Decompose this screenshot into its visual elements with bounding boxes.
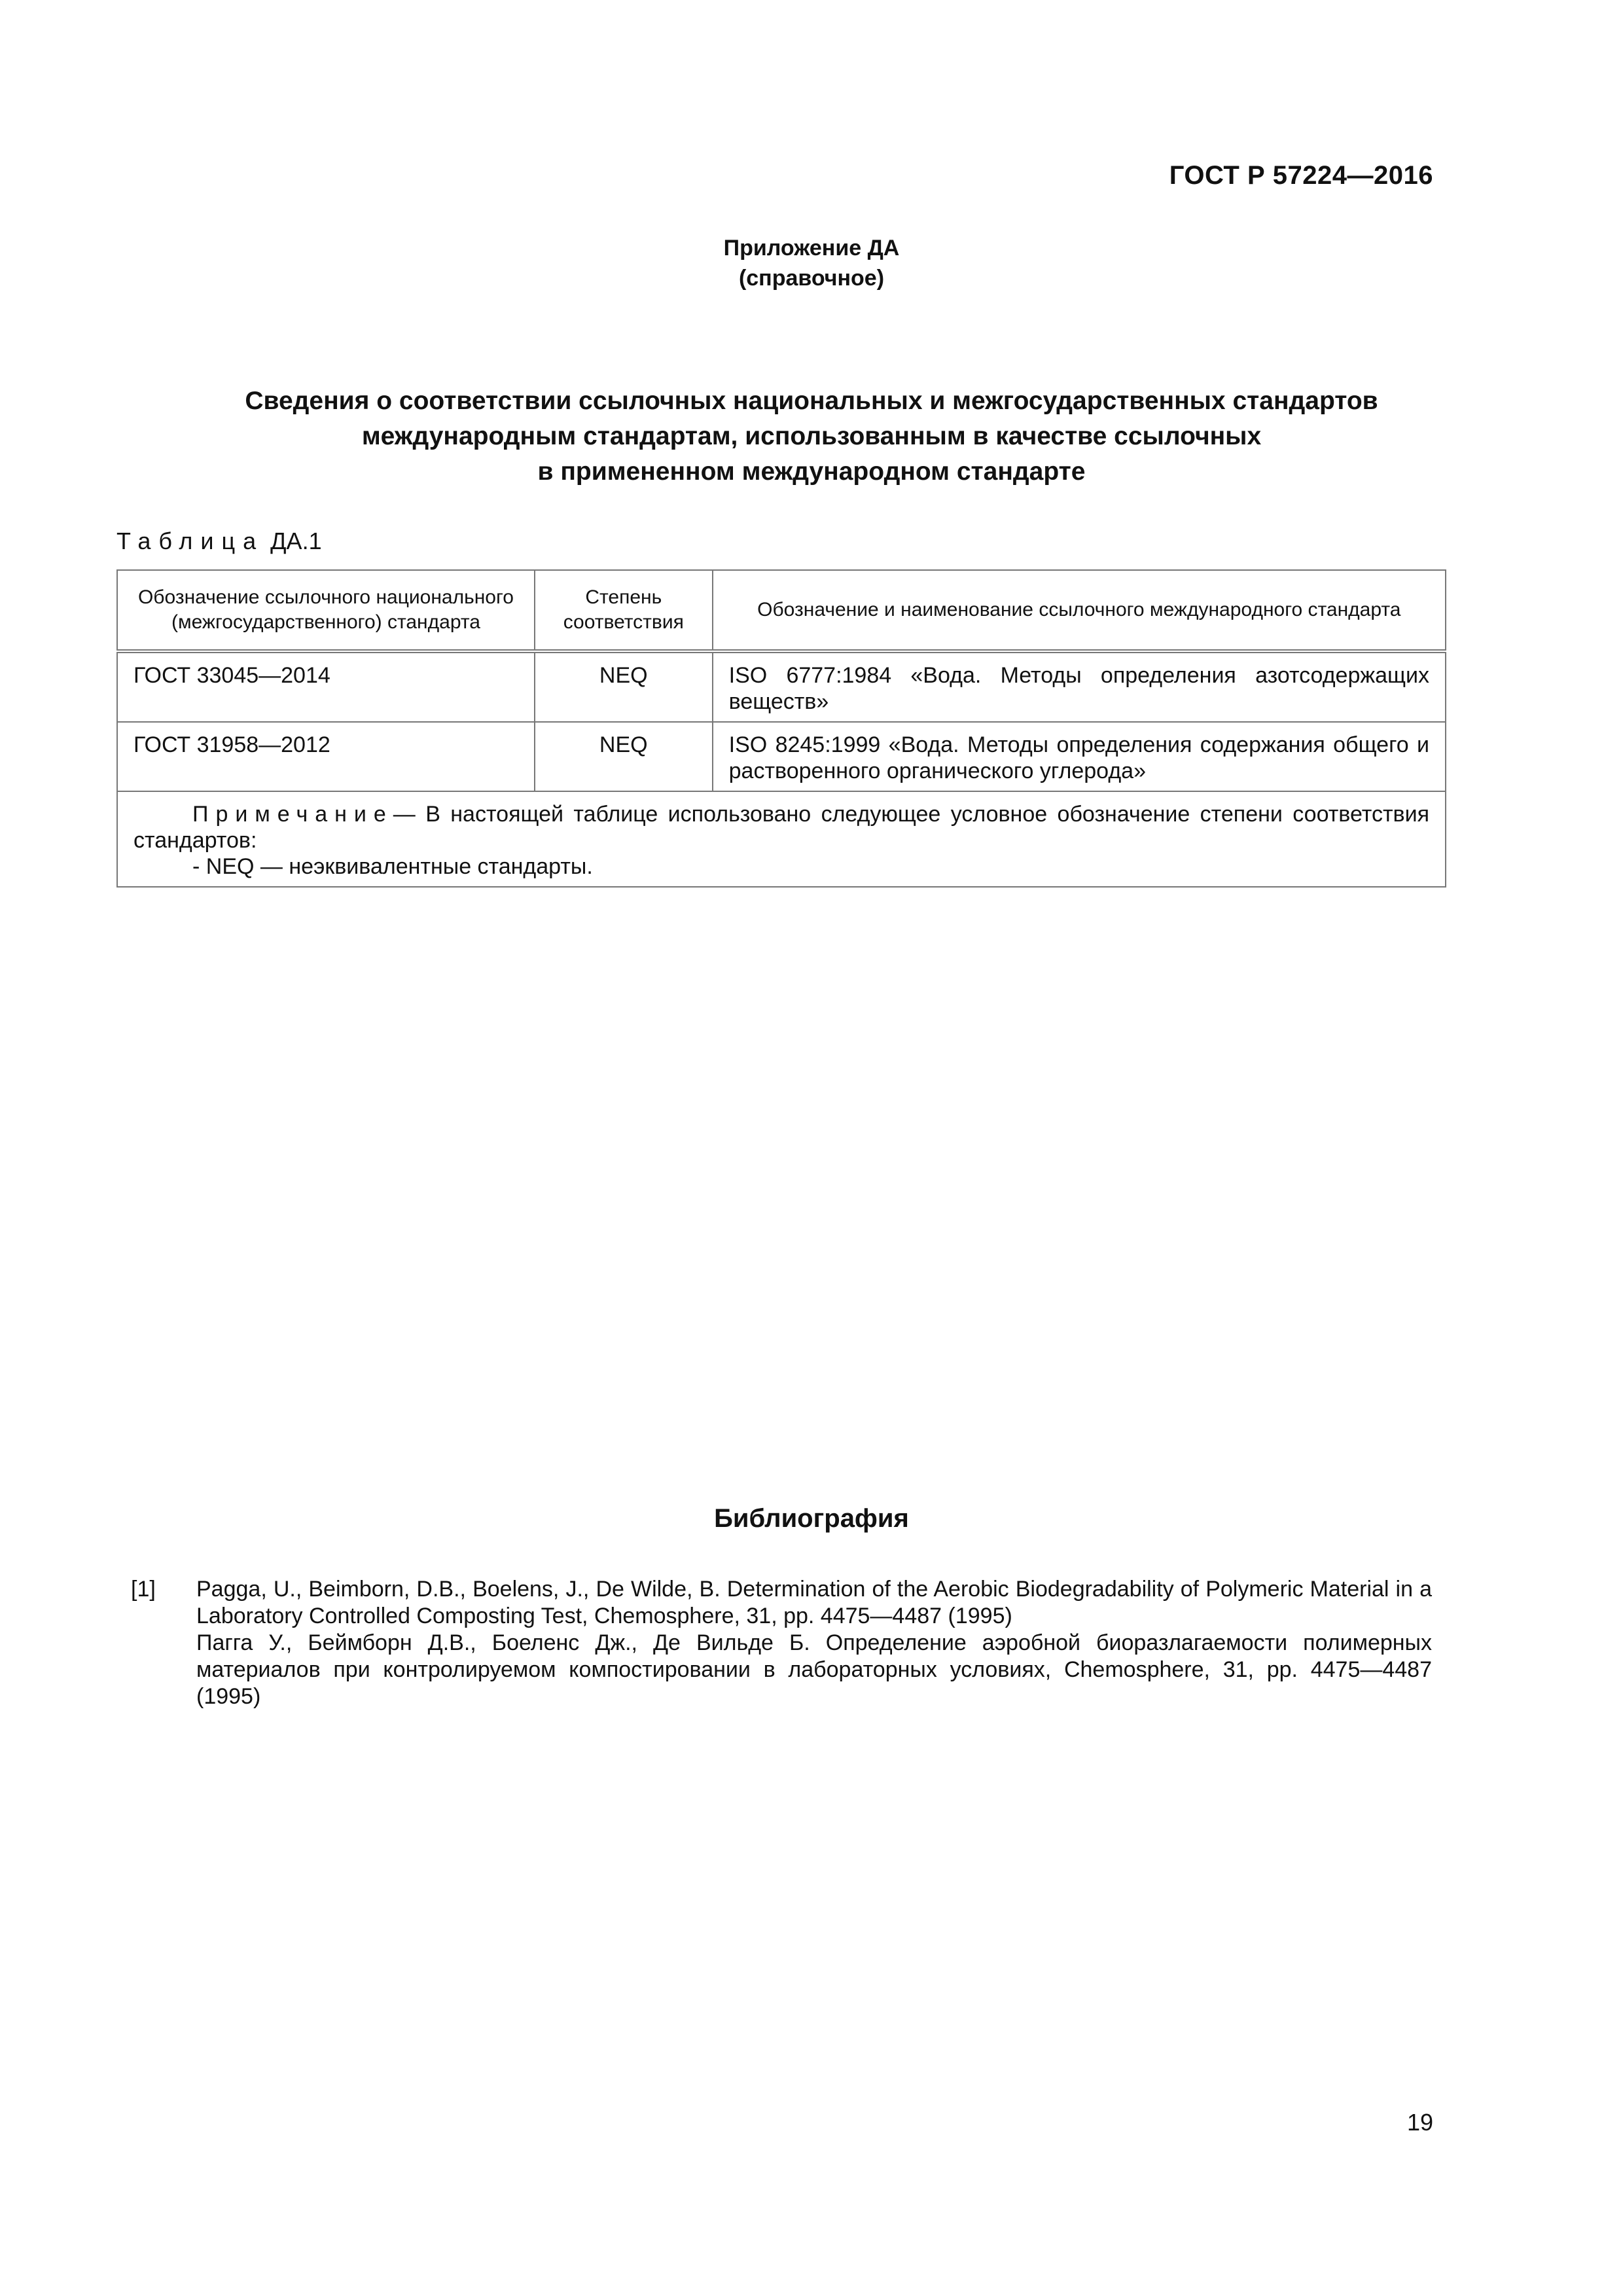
section-title-line-1: Сведения о соответствии ссылочных национальных и межгосударственных стандартов — [245, 387, 1378, 415]
header-international-standard: Обозначение и наименование ссылочного международного стандарта — [713, 570, 1446, 651]
correspondence-table — [116, 569, 1446, 888]
table-caption-number: ДА.1 — [270, 528, 322, 554]
table-note-row — [117, 791, 1446, 887]
section-title-line-3: в примененном международном стандарте — [537, 457, 1086, 486]
section-title-line-2: международным стандартам, использованным в качестве ссылочных — [361, 422, 1262, 450]
table-caption-word: Таблица — [116, 528, 264, 554]
bibliography-item — [131, 1576, 1432, 1710]
note-item: - NEQ — неэквивалентные стандарты. — [192, 854, 593, 879]
document-code: ГОСТ Р 57224—2016 — [1169, 161, 1433, 190]
note-body: — В настоящей таблице использовано следующее условное обозначение степени соответствия стандартов: — [134, 802, 1429, 853]
cell-degree: NEQ — [535, 722, 713, 791]
note-word: Примечание — [192, 802, 393, 827]
header-national-standard: Обозначение ссылочного национального (межгосударственного) стандарта — [117, 570, 535, 651]
table-row — [117, 651, 1446, 722]
section-title — [118, 384, 1505, 490]
bibliography-item-text-ru: Пагга У., Беймборн Д.В., Боеленс Дж., Де Вильде Б. Определение аэробной биоразлагаемости полимерных материалов при контролируемом компостировании в лабораторных условиях, Chemosphere, 31, pp. 4475—4487 (1995) — [196, 1630, 1432, 1709]
table-row — [117, 722, 1446, 791]
annex-heading — [0, 233, 1623, 293]
cell-degree: NEQ — [535, 651, 713, 722]
bibliography-title: Библиография — [714, 1504, 909, 1533]
table-note — [117, 791, 1446, 887]
bibliography-item-text — [196, 1576, 1432, 1710]
cell-national-standard: ГОСТ 33045—2014 — [117, 651, 535, 722]
header-degree: Степень соответствия — [535, 570, 713, 651]
note-text — [134, 801, 1429, 853]
cell-international-standard: ISO 8245:1999 «Вода. Методы определения содержания общего и растворенного органического углерода» — [713, 722, 1446, 791]
annex-title: Приложение ДА — [723, 236, 900, 260]
cell-national-standard: ГОСТ 31958—2012 — [117, 722, 535, 791]
table-caption — [116, 528, 322, 555]
bibliography-item-text-en: Pagga, U., Beimborn, D.B., Boelens, J., De Wilde, B. Determination of the Aerobic Biodegradability of Polymeric Material in a Laboratory Controlled Composting Test, Chemosphere, 31, pp. 4475—4487 (1995) — [196, 1577, 1432, 1628]
bibliography-list — [131, 1576, 1432, 1710]
annex-status: (справочное) — [738, 266, 885, 291]
page-number: 19 — [1406, 2109, 1433, 2136]
bibliography-item-number: [1] — [131, 1577, 156, 1602]
cell-international-standard: ISO 6777:1984 «Вода. Методы определения азотсодержащих веществ» — [713, 651, 1446, 722]
table-header-row — [117, 570, 1446, 651]
